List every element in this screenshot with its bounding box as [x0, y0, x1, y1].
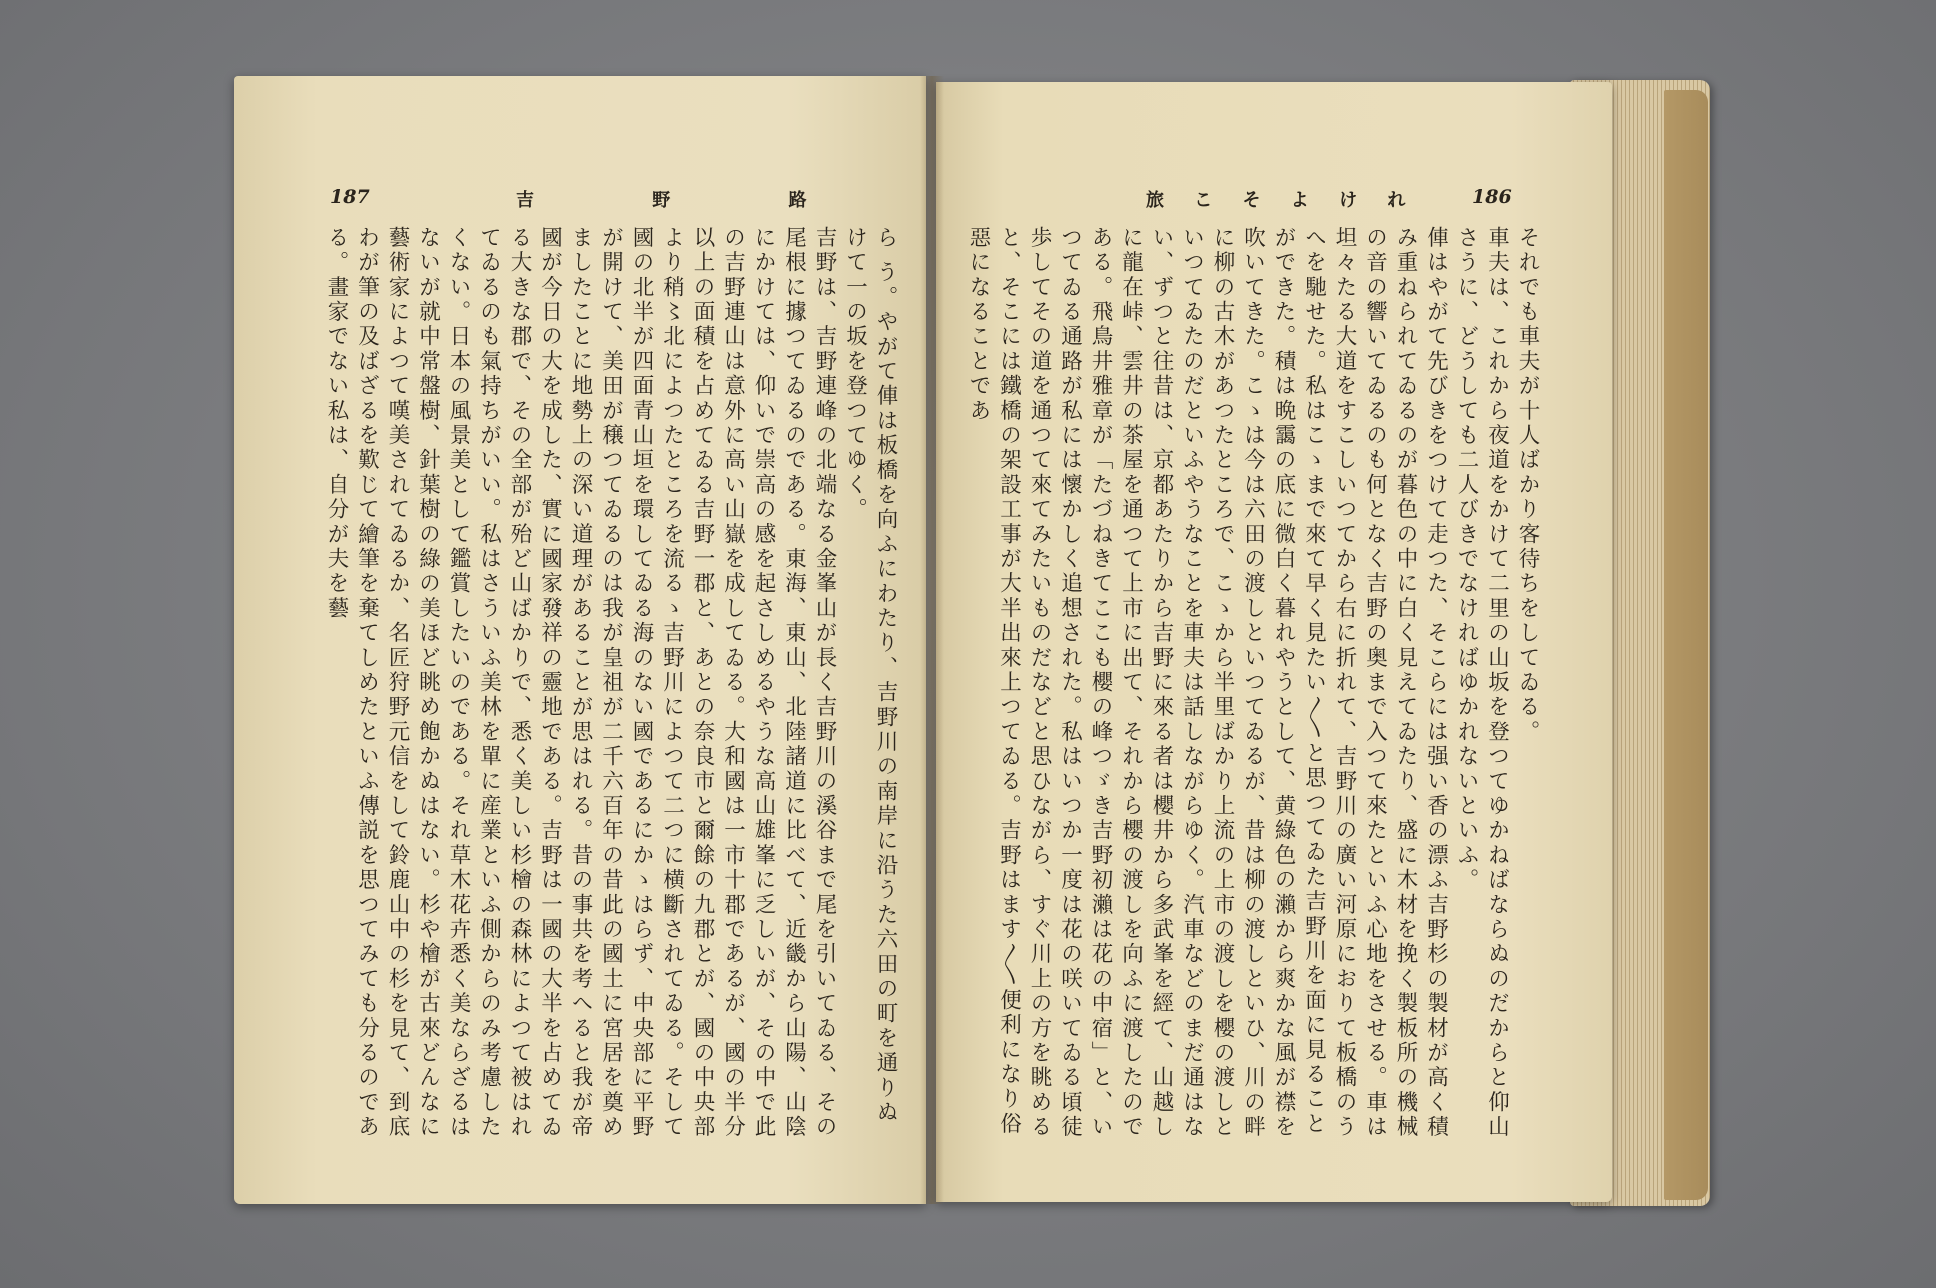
left-page-body-text: ら う。やがて俥は板橋を向ふにわたり、吉野川の南岸に沿うた六田の町を通りぬけて一の坂を登つてゆく。 吉野は、吉野連峰の北端なる金峯山が長く吉野川の溪谷まで尾を引いてゐる、その尾根に據つてゐるのである。東海、東山、北陸諸道に比べて、近畿から山陽、山陰にかけては、仰いで崇高の感を起さしめるやうな高山雄峯に乏しいが、その中で此の吉野連山は意外に高い山嶽を成してゐる。大和國は一市十郡であるが、國の半分以上の面積を占めてゐる吉野一郡と、あとの奈良市と爾餘の九郡とが、國の中央部より稍〻北によつたところを流るゝ吉野川によつて二つに横斷されてゐる。そして國の北半が四面青山垣を環してゐる海のない國であるにかゝはらず、中央部に平野が開けて、美田が穣つてゐるのは我が皇祖が二千六百年の昔此の國土に宮居を奠めましたことに地勢上の深い道理があることが思はれる。昔の事共を考へると我が帝國が今日の大を成した、實に國家發祥の靈地である。吉野は一國の大半を占めてゐる大きな郡で、その全部が殆ど山ばかりで、悉く美しい杉檜の森林によつて被はれてゐるのも氣持ちがいい。私はさういふ美林を單に産業といふ側からのみ考慮したくない。日本の風景美として鑑賞したいのである。それ草木花卉悉く美ならざるはないが就中常盤樹、針葉樹の綠の美ほど眺め飽かぬはない。杉や檜が古來どんなに藝術家によつて嘆美されてゐるか、名匠狩野元信をして鈴鹿山中の杉を見て、到底わが筆の及ばざるを歎じて繪筆を棄てしめたといふ傳説を思つてみても分るのである。畫家でない私は、自分が夫を藝 [324, 226, 898, 1140]
right-page-body-text: それでも車夫が十人ばかり客待ちをしてゐる。 車夫は、これから夜道をかけて二里の山坂を登つてゆかねばならぬのだからと仰山さうに、どうしても二人びきでなければゆかれないといふ。 俥はやがて先びきをつけて走つた、そこらには强い香の漂ふ吉野杉の製材が高く積み重ねられてゐるのが暮色の中に白く見えてゐたり、盛に木材を挽く製板所の機械の音の響いてゐるのも何となく吉野の奥まで入つて來たといふ心地をさせる。車は坦々たる大道をすこしいつてから右に折れて、吉野川の廣い河原におりて板橋のうへを馳せた。私はこゝまで來て早く見たい〳〵と思つてゐた吉野川を面に見ることができた。積は晩靄の底に微白く暮れやうとして、黄綠色の瀨から爽かな風が襟を吹いてきた。こゝは今は六田の渡しといつてゐるが、昔は柳の渡しといひ、川の畔に柳の古木があつたところで、こゝから半里ばかり上流の上市の渡しを櫻の渡しといつてゐたのだといふやうなことを車夫は話しながらゆく。汽車などのまだ通はない、ずつと往昔は、京都あたりから吉野に來る者は櫻井から多武峯を經て、山越しに龍在峠、雲井の茶屋を通つて上市に出て、それから櫻の渡しを向ふに渡したのである。飛鳥井雅章が「たづねきてここも櫻の峰つゞき吉野初瀨は花の中宿」と、いつてゐる通路が私には懷かしく追想された。私はいつか一度は花の咲いてゐる頃徒歩してその道を通つて來てみたいものだなどと思ひながら、すぐ川上の方を眺めると、そこには鐵橋の架設工事が大半出來上つてゐる。吉野はます〳〵便利になり俗惡になることであ [966, 226, 1540, 1140]
right-page-number: 186 [1472, 186, 1512, 208]
left-page-number: 187 [330, 186, 370, 208]
left-running-head: 吉 野 路 [516, 190, 863, 211]
right-running-head: 旅 こ そ よ け れ [1146, 190, 1418, 211]
book-cover-edge [1664, 90, 1708, 1200]
book-gutter [920, 76, 944, 1204]
